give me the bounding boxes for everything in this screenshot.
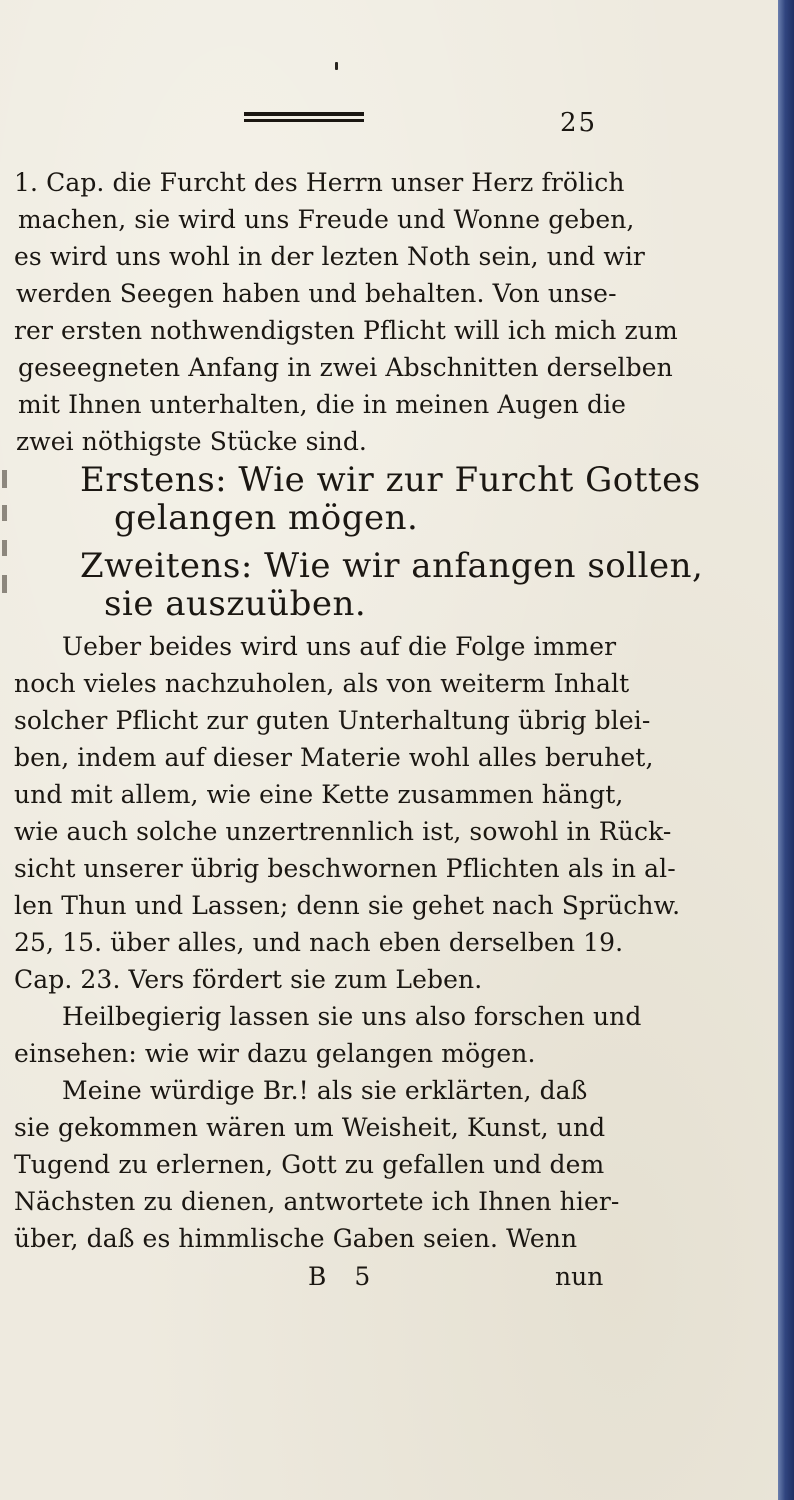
text-line: und mit allem, wie eine Kette zusammen hängt, [14, 780, 624, 809]
signature-mark: B 5 [308, 1262, 381, 1291]
text-line: mit Ihnen unterhalten, die in meinen Augen die [18, 390, 627, 419]
text-line: Heilbegierig lassen sie uns also forschen und [62, 1002, 642, 1031]
catchword: nun [555, 1262, 604, 1291]
text-line: geseegneten Anfang in zwei Abschnitten derselben [18, 353, 673, 382]
text-line: len Thun und Lassen; denn sie gehet nach Sprüchw. [14, 891, 681, 920]
text-line: 25, 15. über alles, und nach eben derselben 19. [14, 928, 624, 957]
page-edge [778, 0, 794, 1500]
text-line: rer ersten nothwendigsten Pflicht will ich mich zum [14, 316, 678, 345]
text-line: sie gekommen wären um Weisheit, Kunst, und [14, 1113, 606, 1142]
heading-first-cont: gelangen mögen. [114, 498, 419, 538]
margin-mark [2, 540, 7, 556]
text-line: Ueber beides wird uns auf die Folge immer [62, 632, 617, 661]
margin-mark [2, 505, 7, 521]
text-line: wie auch solche unzertrennlich ist, sowohl in Rück- [14, 817, 672, 846]
text-line: sicht unserer übrig beschwornen Pflichten als in al- [14, 854, 676, 883]
text-line: zwei nöthigste Stücke sind. [16, 427, 367, 456]
text-line: noch vieles nachzuholen, als von weiterm Inhalt [14, 669, 630, 698]
text-line: Cap. 23. Vers fördert sie zum Leben. [14, 965, 483, 994]
header-rule [244, 112, 364, 123]
margin-mark [2, 470, 7, 488]
text-line: es wird uns wohl in der lezten Noth sein, und wir [14, 242, 645, 271]
text-line: Tugend zu erlernen, Gott zu gefallen und dem [14, 1150, 605, 1179]
text-line: Nächsten zu dienen, antwortete ich Ihnen hier- [14, 1187, 620, 1216]
heading-second: Zweitens: Wie wir anfangen sollen, [80, 546, 704, 586]
heading-first: Erstens: Wie wir zur Furcht Gottes [80, 460, 701, 500]
text-line: ben, indem auf dieser Materie wohl alles beruhet, [14, 743, 654, 772]
margin-mark [2, 575, 7, 593]
text-line: 1. Cap. die Furcht des Herrn unser Herz frölich [14, 168, 625, 197]
ink-speck [335, 62, 338, 70]
text-line: Meine würdige Br.! als sie erklärten, daß [62, 1076, 588, 1105]
text-line: einsehen: wie wir dazu gelangen mögen. [14, 1039, 536, 1068]
text-line: machen, sie wird uns Freude und Wonne geben, [18, 205, 635, 234]
page-number: 25 [560, 108, 598, 138]
text-line: solcher Pflicht zur guten Unterhaltung übrig blei- [14, 706, 651, 735]
text-line: werden Seegen haben und behalten. Von unse- [16, 279, 617, 308]
heading-second-cont: sie auszuüben. [104, 584, 367, 624]
text-line: über, daß es himmlische Gaben seien. Wenn [14, 1224, 578, 1253]
